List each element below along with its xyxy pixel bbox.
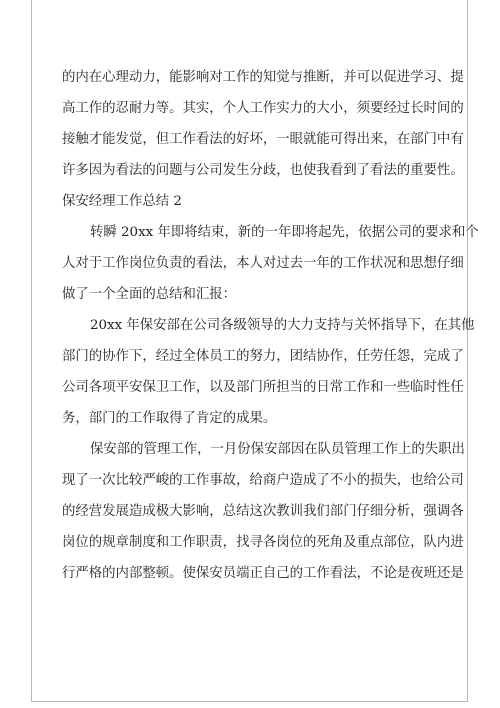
text-line: 行严格的内部整顿。使保安员端正自己的工作看法，不论是夜班还是 (62, 566, 464, 581)
text-line: 的内在心理动力，能影响对工作的知觉与推断，并可以促进学习、提 (62, 70, 464, 85)
text-line: 保安部的管理工作，一月份保安部因在队员管理工作上的失职出 (90, 442, 465, 457)
text-line: 现了一次比较严峻的工作事故，给商户造成了不小的损失，也给公司 (62, 473, 464, 488)
text-line: 20xx 年保安部在公司各级领导的大力支持与关怀指导下，在其他 (90, 318, 475, 333)
text-line: 高工作的忍耐力等。其实，个人工作实力的大小，须要经过长时间的 (62, 101, 464, 116)
paragraph-year-end-intro (62, 217, 479, 310)
paragraph-security-achievements (62, 310, 475, 434)
text-line: 部门的协作下，经过全体员工的努力，团结协作，任劳任怨，完成了 (62, 349, 464, 364)
text-line: 岗位的规章制度和工作职责，找寻各岗位的死角及重点部位，队内进 (62, 535, 464, 550)
text-line: 转瞬 20xx 年即将结束，新的一年即将起先，依据公司的要求和个 (90, 225, 479, 240)
text-line: 公司各项平安保卫工作，以及部门所担当的日常工作和一些临时性任 (62, 380, 464, 395)
document-body (62, 62, 479, 589)
text-line: 人对于工作岗位负责的看法，本人对过去一年的工作状况和思想仔细 (62, 256, 464, 271)
text-line: 许多因为看法的问题与公司发生分歧，也使我看到了看法的重要性。 (62, 163, 464, 178)
section-heading: 保安经理工作总结 2 (62, 194, 182, 209)
text-line: 务，部门的工作取得了肯定的成果。 (62, 411, 277, 426)
text-line: 的经营发展造成极大影响，总结这次教训我们部门仔细分析，强调各 (62, 504, 464, 519)
paragraph-work-attitude (62, 62, 464, 186)
text-line: 做了一个全面的总结和汇报： (62, 287, 237, 302)
text-line: 接触才能发觉，但工作看法的好坏，一眼就能可得出来，在部门中有 (62, 132, 464, 147)
paragraph-management-work (62, 434, 465, 589)
